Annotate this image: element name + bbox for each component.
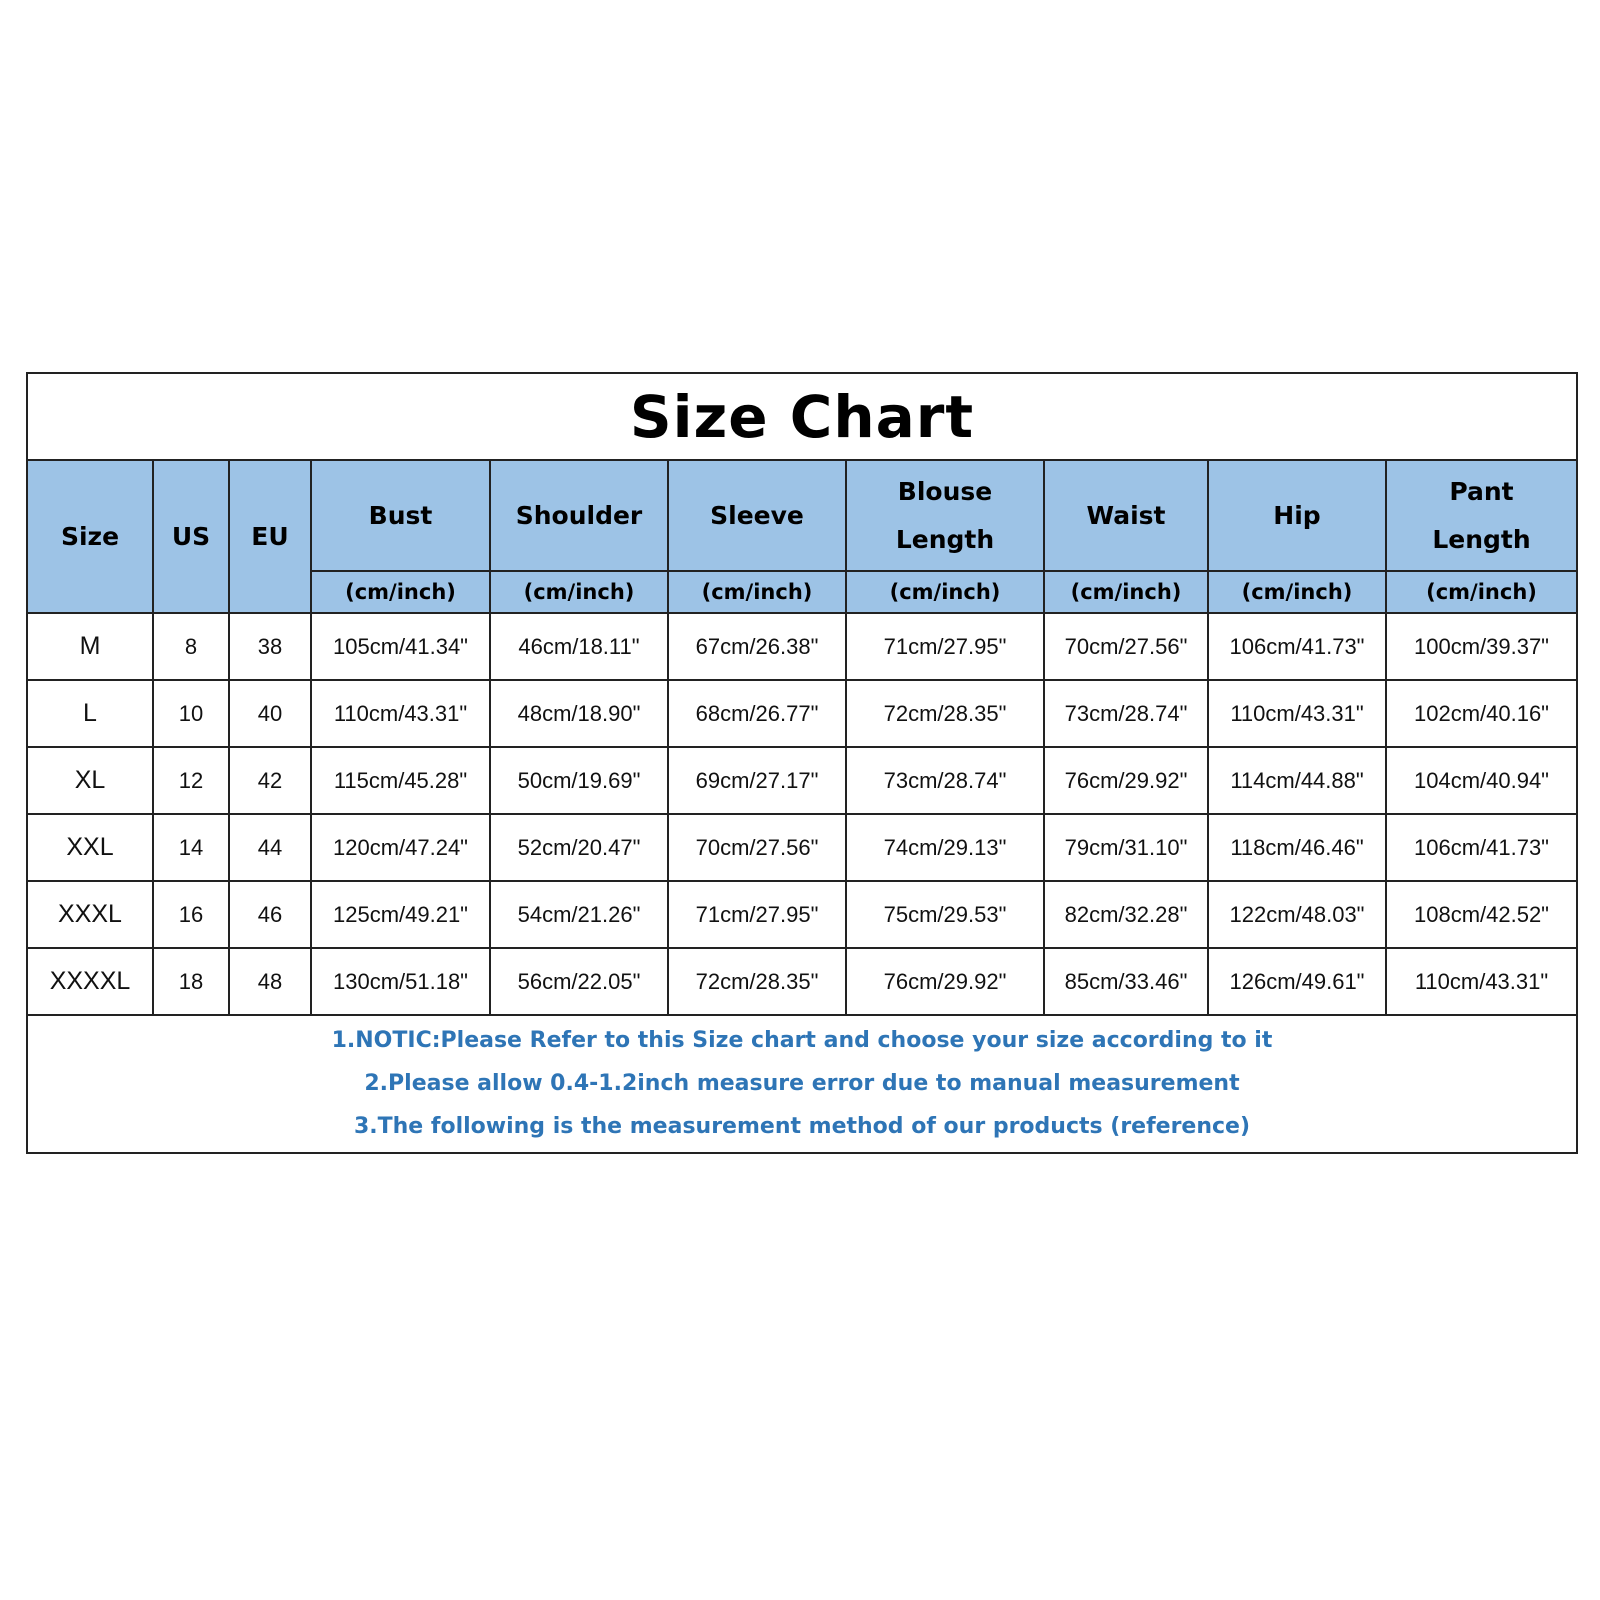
- cell-waist: 76cm/29.92": [1044, 747, 1208, 814]
- cell-shoulder: 46cm/18.11": [490, 613, 668, 680]
- note-line-2: 2.Please allow 0.4-1.2inch measure error due to manual measurement: [364, 1070, 1240, 1096]
- cell-bust: 130cm/51.18": [311, 948, 490, 1015]
- cell-us: 14: [153, 814, 229, 881]
- cell-size: XL: [28, 747, 153, 814]
- cell-blouse-length: 74cm/29.13": [846, 814, 1044, 881]
- cell-bust: 105cm/41.34": [311, 613, 490, 680]
- header-eu: EU: [229, 461, 311, 613]
- cell-sleeve: 71cm/27.95": [668, 881, 846, 948]
- cell-shoulder: 48cm/18.90": [490, 680, 668, 747]
- cell-blouse-length: 76cm/29.92": [846, 948, 1044, 1015]
- cell-bust: 115cm/45.28": [311, 747, 490, 814]
- cell-hip: 110cm/43.31": [1208, 680, 1386, 747]
- header-pant-length: [1386, 461, 1576, 571]
- cell-shoulder: 54cm/21.26": [490, 881, 668, 948]
- header-waist: Waist: [1044, 461, 1208, 571]
- cell-shoulder: 50cm/19.69": [490, 747, 668, 814]
- cell-eu: 38: [229, 613, 311, 680]
- unit-pant-length: (cm/inch): [1386, 571, 1576, 613]
- cell-eu: 48: [229, 948, 311, 1015]
- note-line-3: 3.The following is the measurement method of our products (reference): [353, 1113, 1251, 1139]
- header-hip: Hip: [1208, 461, 1386, 571]
- cell-size: L: [28, 680, 153, 747]
- cell-size: XXL: [28, 814, 153, 881]
- size-table: [28, 461, 1576, 1150]
- cell-hip: 106cm/41.73": [1208, 613, 1386, 680]
- cell-pant-length: 106cm/41.73": [1386, 814, 1576, 881]
- cell-shoulder: 52cm/20.47": [490, 814, 668, 881]
- table-row: [28, 814, 1576, 881]
- header-blouse-length-line1: Blouse: [897, 476, 993, 506]
- cell-sleeve: 72cm/28.35": [668, 948, 846, 1015]
- cell-sleeve: 69cm/27.17": [668, 747, 846, 814]
- chart-title: Size Chart: [28, 374, 1576, 461]
- cell-eu: 44: [229, 814, 311, 881]
- notes-cell: [28, 1015, 1576, 1150]
- unit-bust: (cm/inch): [311, 571, 490, 613]
- cell-us: 16: [153, 881, 229, 948]
- cell-blouse-length: 75cm/29.53": [846, 881, 1044, 948]
- cell-sleeve: 70cm/27.56": [668, 814, 846, 881]
- cell-size: XXXXL: [28, 948, 153, 1015]
- cell-pant-length: 108cm/42.52": [1386, 881, 1576, 948]
- table-row: [28, 881, 1576, 948]
- cell-pant-length: 102cm/40.16": [1386, 680, 1576, 747]
- cell-pant-length: 104cm/40.94": [1386, 747, 1576, 814]
- size-chart: [26, 372, 1578, 1154]
- header-size: Size: [28, 461, 153, 613]
- header-us: US: [153, 461, 229, 613]
- unit-blouse-length: (cm/inch): [846, 571, 1044, 613]
- cell-eu: 46: [229, 881, 311, 948]
- cell-pant-length: 100cm/39.37": [1386, 613, 1576, 680]
- header-blouse-length: [846, 461, 1044, 571]
- header-shoulder: Shoulder: [490, 461, 668, 571]
- cell-waist: 79cm/31.10": [1044, 814, 1208, 881]
- cell-blouse-length: 72cm/28.35": [846, 680, 1044, 747]
- cell-size: M: [28, 613, 153, 680]
- cell-waist: 85cm/33.46": [1044, 948, 1208, 1015]
- cell-hip: 114cm/44.88": [1208, 747, 1386, 814]
- unit-sleeve: (cm/inch): [668, 571, 846, 613]
- note-line-1: 1.NOTIC:Please Refer to this Size chart and choose your size according to it: [331, 1027, 1273, 1053]
- table-row: [28, 948, 1576, 1015]
- notes-row: [28, 1015, 1576, 1150]
- header-sleeve: Sleeve: [668, 461, 846, 571]
- cell-sleeve: 68cm/26.77": [668, 680, 846, 747]
- unit-waist: (cm/inch): [1044, 571, 1208, 613]
- cell-waist: 70cm/27.56": [1044, 613, 1208, 680]
- cell-us: 12: [153, 747, 229, 814]
- cell-waist: 82cm/32.28": [1044, 881, 1208, 948]
- unit-hip: (cm/inch): [1208, 571, 1386, 613]
- header-bust: Bust: [311, 461, 490, 571]
- cell-bust: 125cm/49.21": [311, 881, 490, 948]
- cell-hip: 118cm/46.46": [1208, 814, 1386, 881]
- cell-eu: 42: [229, 747, 311, 814]
- header-blouse-length-line2: Length: [895, 524, 995, 554]
- cell-eu: 40: [229, 680, 311, 747]
- cell-bust: 110cm/43.31": [311, 680, 490, 747]
- cell-bust: 120cm/47.24": [311, 814, 490, 881]
- unit-shoulder: (cm/inch): [490, 571, 668, 613]
- cell-size: XXXL: [28, 881, 153, 948]
- cell-us: 10: [153, 680, 229, 747]
- cell-hip: 126cm/49.61": [1208, 948, 1386, 1015]
- cell-blouse-length: 73cm/28.74": [846, 747, 1044, 814]
- table-row: [28, 680, 1576, 747]
- table-row: [28, 613, 1576, 680]
- cell-sleeve: 67cm/26.38": [668, 613, 846, 680]
- header-pant-length-line2: Length: [1432, 524, 1531, 554]
- header-row: [28, 461, 1576, 571]
- cell-us: 18: [153, 948, 229, 1015]
- cell-blouse-length: 71cm/27.95": [846, 613, 1044, 680]
- cell-us: 8: [153, 613, 229, 680]
- cell-waist: 73cm/28.74": [1044, 680, 1208, 747]
- cell-shoulder: 56cm/22.05": [490, 948, 668, 1015]
- cell-pant-length: 110cm/43.31": [1386, 948, 1576, 1015]
- cell-hip: 122cm/48.03": [1208, 881, 1386, 948]
- header-pant-length-line1: Pant: [1449, 476, 1514, 506]
- table-row: [28, 747, 1576, 814]
